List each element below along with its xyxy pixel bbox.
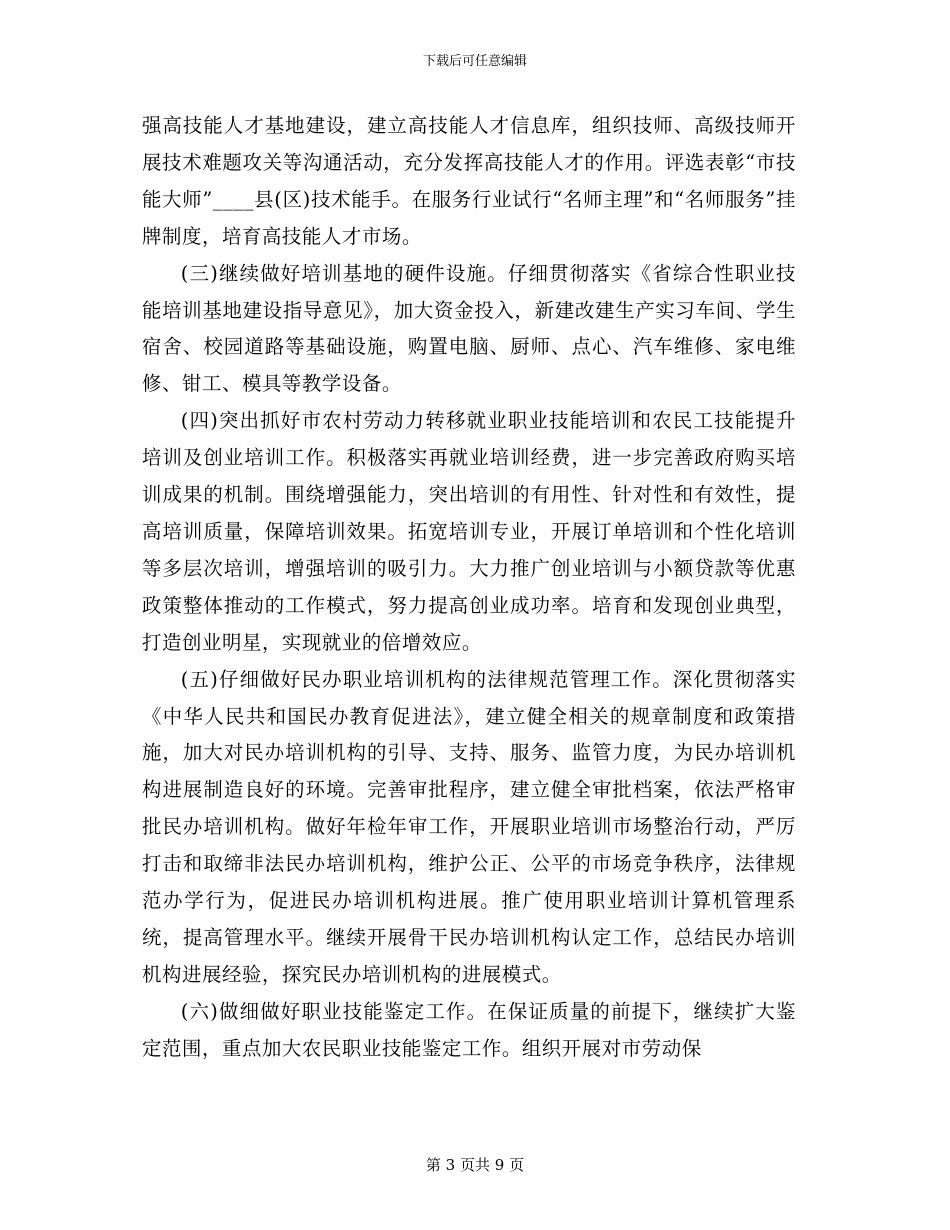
page-header: 下载后可任意编辑 <box>422 54 527 69</box>
paragraph-section-4: (四)突出抓好市农村劳动力转移就业职业技能培训和农民工技能提升培训及创业培训工作。积极落实再就业培训经费，进一步完善政府购买培训成果的机制。围绕增强能力，突出培训的有用性、针对性和有效性，提高培训质量，保障培训效果。拓宽培训专业，开展订单培训和个性化培训等多层次培训，增强培训的吸引力。大力推广创业培训与小额贷款等优惠政策整体推动的工作模式，努力提高创业成功率。培育和发现创业典型，打造创业明星，实现就业的倍增效应。 <box>142 409 796 654</box>
document-body <box>142 108 796 1068</box>
paragraph-section-3: (三)继续做好培训基地的硬件设施。仔细贯彻落实《省综合性职业技能培训基地建设指导意见》，加大资金投入，新建改建生产实习车间、学生宿舍、校园道路等基础设施，购置电脑、厨师、点心、汽车维修、家电维修、钳工、模具等教学设备。 <box>142 261 796 396</box>
paragraph-section-6: (六)做细做好职业技能鉴定工作。在保证质量的前提下，继续扩大鉴定范围，重点加大农民职业技能鉴定工作。组织开展对市劳动保 <box>142 999 796 1060</box>
paragraph-continuation: 强高技能人才基地建设，建立高技能人才信息库，组织技师、高级技师开展技术难题攻关等沟通活动，充分发挥高技能人才的作用。评选表彰“市技能大师”____县(区)技术能手。在服务行业试行“名师主理”和“名师服务”挂牌制度，培育高技能人才市场。 <box>142 114 796 248</box>
paragraph-section-5: (五)仔细做好民办职业培训机构的法律规范管理工作。深化贯彻落实《中华人民共和国民办教育促进法》，建立健全相关的规章制度和政策措施，加大对民办培训机构的引导、支持、服务、监管力度，为民办培训机构进展制造良好的环境。完善审批程序，建立健全审批档案，依法严格审批民办培训机构。做好年检年审工作，开展职业培训市场整治行动，严厉打击和取缔非法民办培训机构，维护公正、公平的市场竞争秩序，法律规范办学行为，促进民办培训机构进展。推广使用职业培训计算机管理系统，提高管理水平。继续开展骨干民办培训机构认定工作，总结民办培训机构进展经验，探究民办培训机构的进展模式。 <box>142 667 796 986</box>
page-footer: 第 3 页共 9 页 <box>425 1156 525 1174</box>
